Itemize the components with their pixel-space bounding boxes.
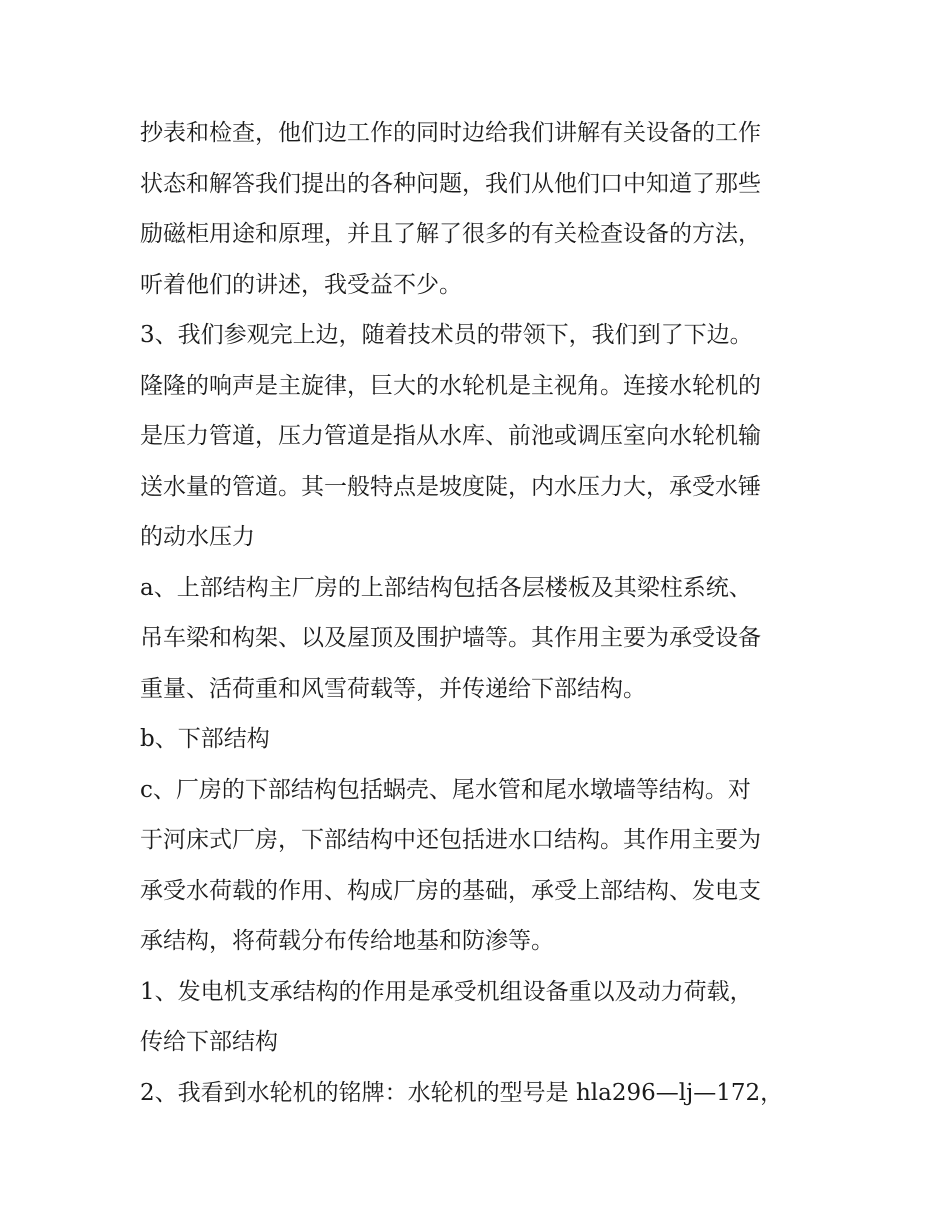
- text-line: 于河床式厂房，下部结构中还包括进水口结构。其作用主要为: [140, 827, 761, 853]
- text-line: 1、发电机支承结构的作用是承受机组设备重以及动力荷载，: [140, 978, 753, 1005]
- text-line: c、厂房的下部结构包括蜗壳、尾水管和尾水墩墙等结构。对: [140, 776, 751, 803]
- text-line: 承受水荷载的作用、构成厂房的基础，承受上部结构、发电支: [140, 877, 761, 904]
- text-line: 承结构，将荷载分布传给地基和防渗等。: [140, 928, 554, 954]
- text-line: 重量、活荷重和风雪荷载等，并传递给下部结构。: [140, 675, 646, 702]
- text-line: 吊车梁和构架、以及屋顶及围护墙等。其作用主要为承受设备: [140, 625, 761, 651]
- text-line: 听着他们的讲述，我受益不少。: [140, 271, 462, 298]
- text-line: 是压力管道，压力管道是指从水库、前池或调压室向水轮机输: [140, 423, 761, 449]
- text-line: 抄表和检查，他们边工作的同时边给我们讲解有关设备的工作: [140, 120, 761, 146]
- text-line: 的动水压力: [140, 524, 255, 550]
- text-line: 传给下部结构: [140, 1029, 278, 1055]
- text-line: b、下部结构: [140, 726, 270, 752]
- body-text: [140, 108, 820, 1118]
- text-line: 3、我们参观完上边，随着技术员的带领下，我们到了下边。: [140, 322, 753, 348]
- text-line: 送水量的管道。其一般特点是坡度陡，内水压力大，承受水锤: [140, 473, 761, 500]
- text-line: 隆隆的响声是主旋律，巨大的水轮机是主视角。连接水轮机的: [140, 372, 761, 399]
- text-line: 2、我看到水轮机的铭牌：水轮机的型号是 hla296—lj—172，: [140, 1079, 784, 1106]
- text-line: 状态和解答我们提出的各种问题，我们从他们口中知道了那些: [140, 170, 761, 197]
- text-line: 励磁柜用途和原理，并且了解了很多的有关检查设备的方法，: [140, 221, 761, 247]
- text-line: a、上部结构主厂房的上部结构包括各层楼板及其梁柱系统、: [140, 574, 752, 601]
